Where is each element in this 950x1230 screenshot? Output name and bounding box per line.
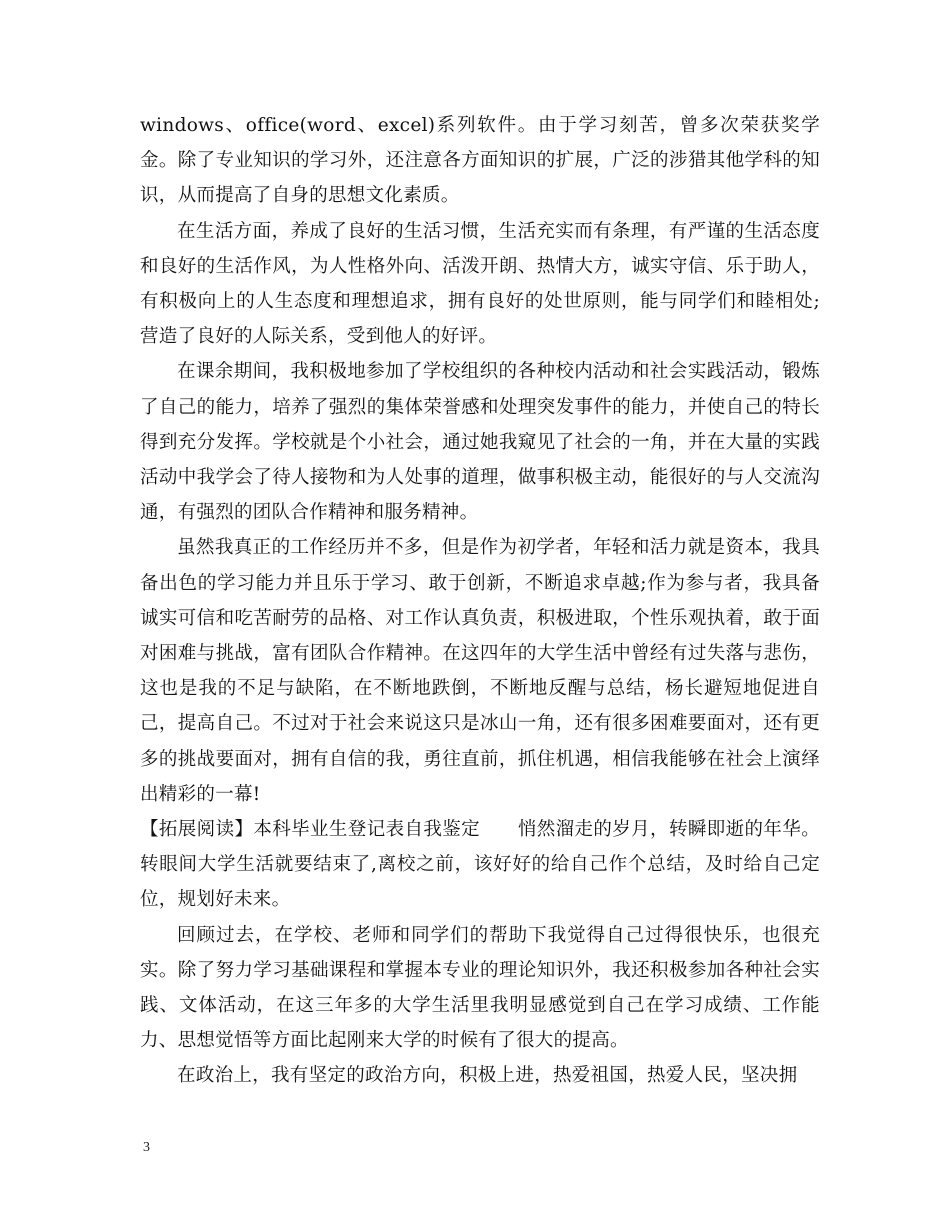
paragraph-2: 在生活方面，养成了良好的生活习惯，生活充实而有条理，有严谨的生活态度和良好的生活作风，为人性格外向、活泼开朗、热情大方，诚实守信、乐于助人，有积极向上的人生态度和理想追求，拥有良好的处世原则，能与同学们和睦相处;营造了良好的人际关系，受到他人的好评。 xyxy=(140,220,820,348)
page-number: 3 xyxy=(143,1140,150,1155)
paragraph-3: 在课余期间，我积极地参加了学校组织的各种校内活动和社会实践活动，锻炼了自己的能力，培养了强烈的集体荣誉感和处理突发事件的能力，并使自己的特长得到充分发挥。学校就是个小社会，通过她我窥见了社会的一角，并在大量的实践活动中我学会了待人接物和为人处事的道理，做事积极主动，能很好的与人交流沟通，有强烈的团队合作精神和服务精神。 xyxy=(140,361,820,524)
paragraph-7: 在政治上，我有坚定的政治方向，积极上进，热爱祖国，热爱人民，坚决拥 xyxy=(177,1065,798,1087)
paragraph-4: 虽然我真正的工作经历并不多，但是作为初学者，年轻和活力就是资本，我具备出色的学习能力并且乐于学习、敢于创新，不断追求卓越;作为参与者，我具备诚实可信和吃苦耐劳的品格、对工作认真负责，积极进取，个性乐观执着，敢于面对困难与挑战，富有团队合作精神。在这四年的大学生活中曾经有过失落与悲伤，这也是我的不足与缺陷，在不断地跌倒，不断地反醒与总结，杨长避短地促进自己，提高自己。不过对于社会来说这只是冰山一角，还有很多困难要面对，还有更多的挑战要面对，拥有自信的我，勇往直前，抓住机遇，相信我能够在社会上演绎出精彩的一幕! xyxy=(140,537,820,805)
document-body xyxy=(140,108,820,1094)
paragraph-5-extended-reading: 【拓展阅读】本科毕业生登记表自我鉴定 悄然溜走的岁月，转瞬即逝的年华。转眼间大学生活就要结束了,离校之前，该好好的给自己作个总结，及时给自己定位，规划好未来。 xyxy=(140,819,820,911)
paragraph-6: 回顾过去，在学校、老师和同学们的帮助下我觉得自己过得很快乐，也很充实。除了努力学习基础课程和掌握本专业的理论知识外，我还积极参加各种社会实践、文体活动，在这三年多的大学生活里我明显感觉到自己在学习成绩、工作能力、思想觉悟等方面比起刚来大学的时候有了很大的提高。 xyxy=(140,924,820,1052)
paragraph-1: windows、office(word、excel)系列软件。由于学习刻苦，曾多次荣获奖学金。除了专业知识的学习外，还注意各方面知识的扩展，广泛的涉猎其他学科的知识，从而提高了自身的思想文化素质。 xyxy=(140,115,820,207)
